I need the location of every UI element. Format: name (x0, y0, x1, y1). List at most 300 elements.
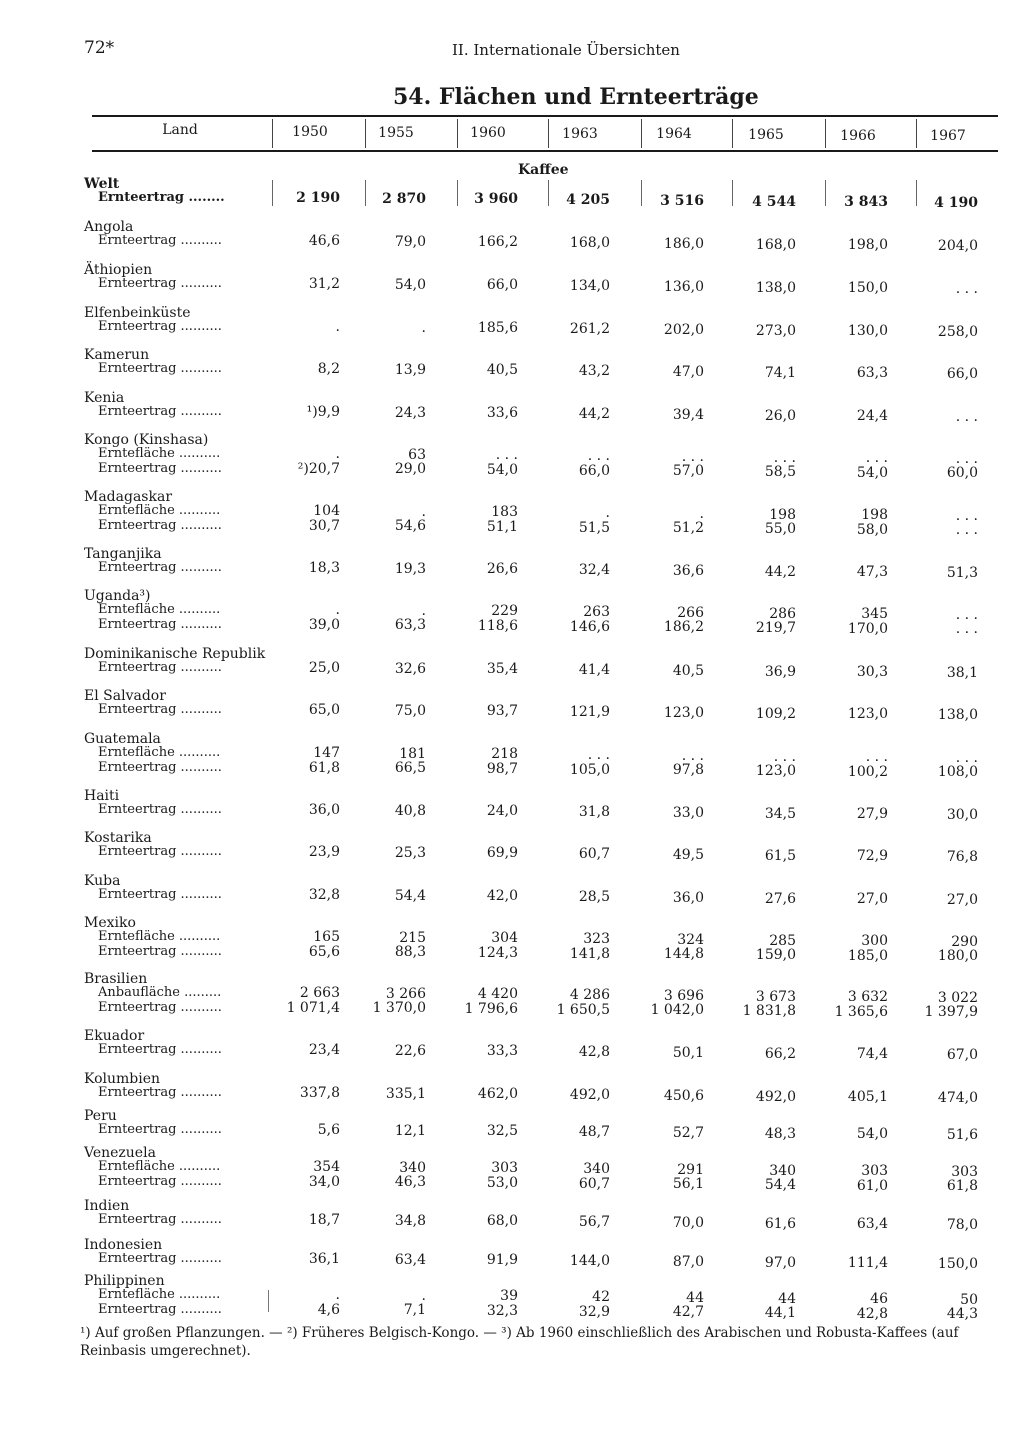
table-cell: 33,6 (486, 405, 518, 422)
table-cell: 183 (491, 504, 518, 521)
table-cell: 100,2 (847, 763, 888, 780)
country-label: Indien (84, 1198, 130, 1214)
table-cell: . (699, 505, 704, 522)
country-label: Kuba (84, 873, 121, 889)
table-cell: 32,9 (578, 1303, 610, 1320)
table-cell: 68,0 (486, 1213, 518, 1230)
header-separator (732, 119, 733, 148)
table-cell: 44,2 (764, 563, 796, 580)
table-cell: 18,7 (308, 1212, 340, 1228)
table-cell: 4 544 (752, 193, 796, 210)
footnote: ¹) Auf großen Pflanzungen. — ²) Früheres Belgisch-Kongo. — ³) Ab 1960 einschließlich des Arabischen und Robusta-Kaffees (auf Reinbasis umgerechnet). (80, 1325, 959, 1359)
table-cell: 340 (583, 1161, 610, 1178)
table-cell: 285 (769, 932, 796, 949)
table-cell: 3 696 (663, 987, 704, 1004)
table-cell: 124,3 (477, 944, 518, 961)
table-cell: 44,2 (578, 406, 610, 423)
table-cell: 2 190 (296, 190, 340, 206)
measure-label: Ernteertrag .......... (98, 802, 222, 817)
country-label: Guatemala (84, 731, 161, 747)
table-cell: 1 796,6 (464, 1000, 518, 1017)
table-cell: 44,1 (764, 1305, 796, 1321)
table-cell: . . . (955, 522, 978, 539)
table-cell: 138,0 (755, 279, 796, 296)
category-label: Kaffee (518, 162, 569, 178)
table-cell: 65,6 (308, 943, 340, 960)
table-cell: . . . (955, 450, 978, 467)
table-cell: 261,2 (569, 321, 610, 338)
table-cell: 66,0 (946, 365, 978, 382)
table-cell: 337,8 (299, 1085, 340, 1101)
country-label: Tanganjika (84, 546, 162, 562)
table-cell: 32,6 (394, 660, 426, 677)
year-header-1965: 1965 (748, 127, 784, 143)
table-cell: 198 (861, 507, 888, 524)
table-cell: 51,3 (946, 564, 978, 581)
table-cell: 492,0 (755, 1088, 796, 1105)
country-label: Madagaskar (84, 489, 173, 505)
table-cell: 63 (408, 446, 426, 463)
table-cell: 78,0 (946, 1216, 978, 1233)
table-cell: 474,0 (937, 1089, 978, 1106)
table-cell: 49,5 (672, 846, 704, 863)
table-cell: 159,0 (755, 947, 796, 963)
table-cell: 29,0 (394, 461, 426, 478)
table-cell: . . . (773, 748, 796, 765)
table-cell: . . . (681, 448, 704, 465)
header-separator (825, 119, 826, 148)
table-cell: 61,8 (308, 759, 340, 776)
table-cell: 46 (870, 1291, 888, 1308)
table-cell: 54,6 (394, 518, 426, 535)
table-cell: 24,3 (394, 404, 426, 421)
measure-label: Ernteertrag .......... (98, 560, 222, 575)
table-cell: 36,9 (764, 663, 796, 680)
table-cell: 27,9 (856, 806, 888, 823)
measure-label: Ernteertrag .......... (98, 1251, 222, 1266)
table-cell: . . . (587, 448, 610, 465)
country-label: Welt (84, 176, 120, 192)
table-cell: 150,0 (847, 280, 888, 297)
measure-label: Ernteertrag .......... (98, 276, 222, 291)
table-cell: 51,1 (486, 518, 518, 535)
country-label: Haiti (84, 788, 120, 804)
table-cell: . . . (955, 507, 978, 524)
table-cell: 181 (399, 745, 426, 762)
table-cell: 25,0 (308, 660, 340, 676)
table-cell: . (421, 503, 426, 520)
country-label: Peru (84, 1108, 117, 1124)
table-cell: 66,5 (394, 760, 426, 777)
table-cell: 3 516 (660, 192, 704, 209)
table-cell: ¹)9,9 (306, 404, 340, 420)
table-cell: 91,9 (486, 1252, 518, 1269)
measure-label: Erntefläche .......... (98, 503, 221, 518)
table-cell: 104 (313, 503, 340, 519)
measure-label: Erntefläche .......... (98, 929, 221, 944)
table-cell: 27,0 (856, 891, 888, 908)
measure-label: Ernteertrag .......... (98, 887, 222, 902)
table-cell: 75,0 (394, 702, 426, 719)
table-cell: 8,2 (317, 361, 340, 377)
measure-label: Ernteertrag .......... (98, 404, 222, 419)
table-cell: 118,6 (477, 617, 518, 634)
table-cell: 42,0 (486, 888, 518, 905)
table-cell: 42 (592, 1289, 610, 1306)
table-cell: 150,0 (937, 1255, 978, 1272)
table-cell: 44 (778, 1290, 796, 1307)
table-cell: 48,3 (764, 1125, 796, 1142)
table-cell: 76,8 (946, 848, 978, 865)
table-cell: 51,5 (578, 519, 610, 536)
table-cell: 23,9 (308, 844, 340, 860)
table-cell: 1 370,0 (372, 1000, 426, 1017)
table-cell: 354 (313, 1159, 340, 1175)
country-label: Mexiko (84, 915, 136, 931)
table-cell: 74,4 (856, 1046, 888, 1063)
country-label: El Salvador (84, 688, 166, 704)
table-cell: 304 (491, 930, 518, 947)
header-separator (641, 119, 642, 148)
table-cell: 65,0 (308, 702, 340, 718)
table-cell: 105,0 (569, 761, 610, 778)
country-label: Kenia (84, 390, 125, 406)
table-cell: . . . (955, 606, 978, 623)
table-cell: 63,3 (394, 617, 426, 634)
table-cell: 204,0 (937, 237, 978, 254)
table-cell: 130,0 (847, 323, 888, 340)
top-rule (92, 115, 998, 117)
table-cell: . . . (865, 749, 888, 766)
table-cell: 2 870 (382, 190, 426, 207)
table-cell: 48,7 (578, 1124, 610, 1141)
table-cell: 36,0 (672, 889, 704, 906)
table-cell: 66,0 (486, 277, 518, 294)
table-cell: 303 (951, 1163, 978, 1180)
table-cell: 144,8 (663, 946, 704, 963)
table-cell: 98,7 (486, 760, 518, 777)
table-cell: 50,1 (672, 1044, 704, 1061)
measure-label: Ernteertrag .......... (98, 702, 222, 717)
table-cell: 273,0 (755, 322, 796, 339)
table-cell: . . . (681, 747, 704, 764)
measure-label: Ernteertrag .......... (98, 319, 222, 334)
table-cell: 185,6 (477, 320, 518, 337)
table-cell: 219,7 (755, 620, 796, 636)
table-cell: 53,0 (486, 1174, 518, 1191)
table-cell: 27,6 (764, 890, 796, 907)
table-cell: 215 (399, 929, 426, 946)
table-cell: 38,1 (946, 664, 978, 681)
table-cell: 66,0 (578, 462, 610, 479)
table-cell: 88,3 (394, 944, 426, 961)
header-separator (457, 119, 458, 148)
table-cell: 36,0 (308, 802, 340, 818)
table-cell: 56,7 (578, 1214, 610, 1231)
measure-label: Ernteertrag .......... (98, 660, 222, 675)
table-cell: 24,4 (856, 408, 888, 425)
country-label: Kolumbien (84, 1071, 161, 1087)
country-label: Kamerun (84, 347, 150, 363)
table-cell: 324 (677, 931, 704, 948)
table-cell: 198,0 (847, 237, 888, 254)
table-cell: . (335, 446, 340, 462)
country-label: Philippinen (84, 1273, 165, 1289)
table-cell: 258,0 (937, 323, 978, 340)
table-cell: 74,1 (764, 364, 796, 381)
country-label: Kostarika (84, 830, 152, 846)
table-cell: 186,2 (663, 619, 704, 636)
table-cell: 32,8 (308, 887, 340, 903)
table-title: 54. Flächen und Ernteerträge (393, 84, 759, 110)
header-separator (548, 119, 549, 148)
header-separator (916, 119, 917, 148)
table-cell: 31,2 (308, 276, 340, 292)
table-cell: 22,6 (394, 1042, 426, 1059)
table-cell: 3 632 (847, 989, 888, 1006)
table-cell: 202,0 (663, 321, 704, 338)
table-cell: 34,5 (764, 805, 796, 822)
measure-label: Ernteertrag ........ (98, 190, 225, 205)
table-cell: 166,2 (477, 234, 518, 251)
table-cell: . . . (955, 408, 978, 425)
table-cell: 450,6 (663, 1087, 704, 1104)
table-cell: 136,0 (663, 278, 704, 295)
table-cell: 57,0 (672, 463, 704, 480)
measure-label: Ernteertrag .......... (98, 361, 222, 376)
table-cell: . . . (865, 450, 888, 467)
table-cell: 54,0 (856, 464, 888, 481)
table-cell: 4 190 (934, 194, 978, 211)
table-cell: 32,3 (486, 1302, 518, 1319)
table-cell: 1 397,9 (924, 1004, 978, 1021)
country-label: Äthiopien (84, 262, 153, 278)
measure-label: Erntefläche .......... (98, 1159, 221, 1174)
table-cell: ²)20,7 (297, 460, 340, 477)
table-cell: 3 673 (755, 988, 796, 1005)
measure-label: Ernteertrag .......... (98, 759, 222, 775)
table-cell: 54,0 (394, 276, 426, 293)
table-cell: 51,6 (946, 1126, 978, 1143)
table-cell: 26,0 (764, 407, 796, 424)
table-cell: 32,4 (578, 562, 610, 579)
table-cell: 34,8 (394, 1212, 426, 1229)
table-cell: 1 650,5 (556, 1001, 610, 1018)
table-cell: 3 843 (844, 194, 888, 211)
year-header-1950: 1950 (292, 124, 328, 140)
table-cell: 32,5 (486, 1123, 518, 1140)
table-cell: 87,0 (672, 1253, 704, 1270)
table-cell: 144,0 (569, 1253, 610, 1270)
table-cell: 4,6 (317, 1301, 340, 1318)
table-cell: 185,0 (847, 947, 888, 964)
table-cell: 1 071,4 (286, 999, 340, 1016)
measure-label: Ernteertrag .......... (98, 460, 222, 476)
table-cell: 123,0 (663, 704, 704, 721)
country-label: Elfenbeinküste (84, 305, 191, 321)
country-label: Uganda³) (84, 588, 151, 604)
measure-label: Ernteertrag .......... (98, 999, 222, 1015)
table-cell: 60,7 (578, 1175, 610, 1192)
table-cell: 39,0 (308, 616, 340, 633)
table-cell: 44,3 (946, 1306, 978, 1323)
table-cell: 263 (583, 604, 610, 621)
table-cell: 28,5 (578, 889, 610, 906)
table-cell: 63,3 (856, 365, 888, 382)
table-cell: 303 (491, 1160, 518, 1177)
table-cell: 58,5 (764, 464, 796, 480)
table-cell: 290 (951, 933, 978, 950)
table-cell: 40,5 (672, 662, 704, 679)
country-label: Brasilien (84, 971, 148, 987)
table-cell: 4 420 (477, 986, 518, 1003)
table-cell: 33,0 (672, 804, 704, 821)
table-cell: . . . (955, 280, 978, 297)
table-cell: 123,0 (847, 706, 888, 723)
country-label: Ekuador (84, 1028, 145, 1044)
table-cell: 23,4 (308, 1042, 340, 1058)
table-cell: 61,0 (856, 1177, 888, 1194)
table-cell: 63,4 (856, 1216, 888, 1233)
table-cell: 168,0 (569, 235, 610, 252)
table-cell: . (335, 602, 340, 618)
table-cell: 30,0 (946, 806, 978, 823)
header-bottom-rule (92, 150, 998, 152)
table-cell: 42,7 (672, 1304, 704, 1321)
table-cell: 218 (491, 746, 518, 763)
table-cell: . (605, 505, 610, 522)
table-cell: 36,6 (672, 562, 704, 579)
table-cell: . . . (773, 449, 796, 466)
table-cell: 79,0 (394, 233, 426, 250)
country-label: Venezuela (84, 1145, 156, 1161)
table-cell: 56,1 (672, 1176, 704, 1193)
year-header-1955: 1955 (378, 124, 414, 141)
land-column-header: Land (162, 122, 198, 138)
measure-label: Ernteertrag .......... (98, 1301, 222, 1317)
section-heading: II. Internationale Übersichten (452, 41, 680, 59)
table-cell: 19,3 (394, 560, 426, 577)
table-cell: 42,8 (578, 1044, 610, 1061)
country-label: Indonesien (84, 1237, 163, 1253)
table-cell: . . . (955, 621, 978, 638)
table-cell: . . . (495, 447, 518, 464)
table-cell: . (421, 319, 426, 336)
table-cell: 47,0 (672, 363, 704, 380)
table-cell: 198 (769, 506, 796, 523)
table-cell: 141,8 (569, 945, 610, 962)
table-cell: . . . (587, 747, 610, 764)
country-label: Kongo (Kinshasa) (84, 432, 209, 448)
header-separator (365, 119, 366, 148)
table-cell: 36,1 (308, 1251, 340, 1267)
measure-label: Erntefläche .......... (98, 602, 221, 617)
table-cell: 405,1 (847, 1089, 888, 1106)
table-cell: 72,9 (856, 848, 888, 865)
table-cell: 5,6 (317, 1122, 340, 1138)
table-cell: 168,0 (755, 236, 796, 253)
table-cell: 229 (491, 603, 518, 620)
table-cell: 134,0 (569, 278, 610, 295)
table-cell: 67,0 (946, 1046, 978, 1063)
table-cell: 3 960 (474, 191, 518, 208)
table-cell: 35,4 (486, 661, 518, 678)
measure-label: Ernteertrag .......... (98, 1085, 222, 1100)
measure-label: Ernteertrag .......... (98, 1042, 222, 1057)
table-cell: 18,3 (308, 560, 340, 576)
table-cell: 33,3 (486, 1043, 518, 1060)
table-cell: 47,3 (856, 564, 888, 581)
table-cell: 138,0 (937, 706, 978, 723)
table-cell: . (335, 1287, 340, 1303)
table-cell: 51,2 (672, 520, 704, 537)
table-cell: 492,0 (569, 1087, 610, 1104)
table-cell: . . . (955, 749, 978, 766)
table-cell: 1 042,0 (650, 1002, 704, 1019)
table-cell: 58,0 (856, 521, 888, 538)
table-cell: 52,7 (672, 1124, 704, 1141)
table-cell: . (421, 1287, 426, 1304)
table-cell: 170,0 (847, 620, 888, 637)
table-cell: 63,4 (394, 1251, 426, 1268)
measure-label: Ernteertrag .......... (98, 1173, 222, 1189)
table-cell: 46,6 (308, 233, 340, 249)
table-cell: . (335, 319, 340, 335)
table-cell: 70,0 (672, 1214, 704, 1231)
table-cell: 323 (583, 931, 610, 948)
table-cell: 109,2 (755, 705, 796, 722)
country-label: Dominikanische Republik (84, 646, 266, 662)
table-cell: 1 831,8 (742, 1003, 796, 1019)
table-cell: 61,5 (764, 847, 796, 864)
table-cell: 340 (769, 1162, 796, 1179)
table-cell: 146,6 (569, 618, 610, 635)
table-cell: 69,9 (486, 845, 518, 862)
table-cell: 43,2 (578, 363, 610, 380)
table-cell: 345 (861, 606, 888, 623)
table-cell: 50 (960, 1291, 978, 1308)
measure-label: Erntefläche .......... (98, 446, 221, 461)
year-header-1964: 1964 (656, 126, 692, 143)
table-cell: 286 (769, 605, 796, 622)
table-cell: 46,3 (394, 1174, 426, 1191)
table-cell: 40,8 (394, 802, 426, 819)
table-cell: 1 365,6 (834, 1003, 888, 1020)
table-cell: 165 (313, 929, 340, 945)
table-cell: 25,3 (394, 844, 426, 861)
table-cell: 340 (399, 1159, 426, 1176)
table-cell: 97,0 (764, 1254, 796, 1271)
table-cell: 24,0 (486, 803, 518, 820)
measure-label: Ernteertrag .......... (98, 1212, 222, 1227)
table-cell: 39,4 (672, 406, 704, 423)
table-cell: 41,4 (578, 662, 610, 679)
measure-label: Ernteertrag .......... (98, 844, 222, 859)
table-cell: 291 (677, 1161, 704, 1178)
table-cell: 39 (500, 1288, 518, 1305)
table-cell: 26,6 (486, 561, 518, 578)
table-cell: 4 286 (569, 987, 610, 1004)
table-cell: 93,7 (486, 703, 518, 720)
table-cell: 55,0 (764, 521, 796, 537)
table-cell: 121,9 (569, 704, 610, 721)
table-cell: 97,8 (672, 762, 704, 779)
table-cell: 31,8 (578, 804, 610, 821)
table-cell: 54,0 (856, 1126, 888, 1143)
table-cell: 61,6 (764, 1215, 796, 1232)
table-cell: 3 022 (937, 989, 978, 1006)
table-cell: 30,3 (856, 664, 888, 681)
